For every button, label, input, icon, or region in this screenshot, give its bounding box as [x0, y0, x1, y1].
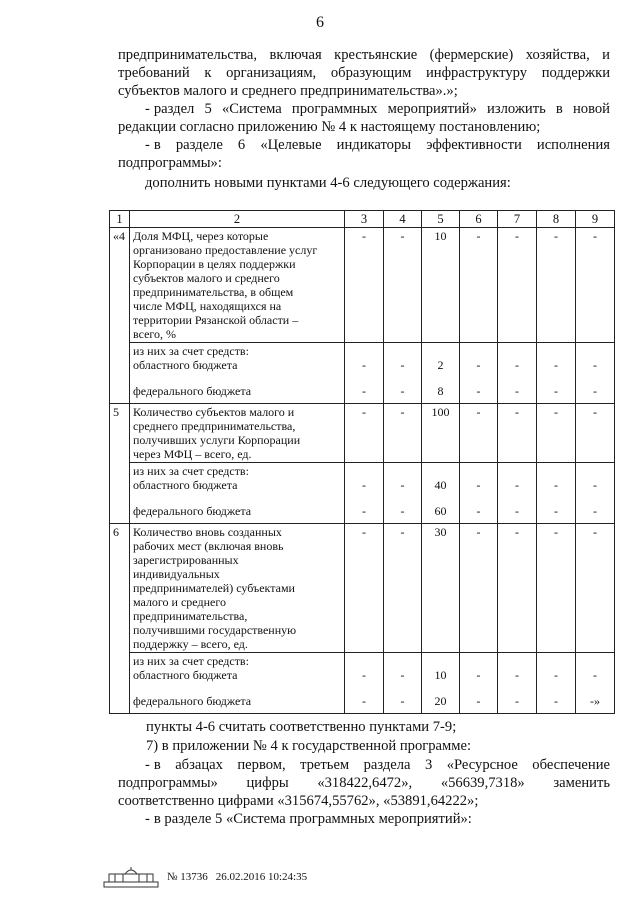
funding-values — [460, 653, 498, 714]
indicator-description — [130, 524, 345, 653]
funding-values — [537, 653, 576, 714]
indicator-value: - — [537, 228, 576, 343]
item-section6-line-1 — [145, 137, 610, 154]
table-row — [110, 524, 615, 653]
indicator-value: - — [576, 404, 615, 463]
federal-budget-value: - — [400, 384, 405, 398]
intro-line-3: субъектов малого и среднего предпринимательства».»; — [118, 83, 458, 99]
item-section6-line-2: подпрограммы»: — [118, 155, 222, 171]
indicator-description-line: получивших услуги Корпорации — [133, 433, 301, 447]
regional-budget-value: - — [554, 668, 558, 682]
funding-sources — [130, 653, 345, 714]
table-header-cell: 9 — [576, 211, 615, 228]
federal-budget-value: - — [476, 504, 481, 518]
regional-budget-value: - — [554, 358, 558, 372]
indicator-description-line: Количество субъектов малого и — [133, 405, 295, 419]
regional-budget-label: областного бюджета — [133, 358, 238, 372]
table-header-cell: 7 — [498, 211, 537, 228]
row-number: «4 — [110, 228, 130, 404]
federal-budget-label: федерального бюджета — [133, 384, 252, 398]
indicator-description-line: Доля МФЦ, через которые — [133, 229, 269, 243]
indicator-description-line: предпринимательства, в общем — [133, 285, 294, 299]
indicator-value: - — [345, 404, 384, 463]
regional-budget-value: - — [400, 358, 405, 372]
table-header-cell: 1 — [110, 211, 130, 228]
federal-budget-value: 60 — [434, 504, 447, 518]
funding-sources — [130, 343, 345, 404]
regional-budget-value: - — [362, 478, 366, 492]
funding-values — [537, 343, 576, 404]
funding-values — [576, 653, 615, 714]
funding-values — [345, 343, 384, 404]
indicator-value: - — [384, 404, 422, 463]
indicator-value: - — [345, 228, 384, 343]
indicator-value: - — [384, 228, 422, 343]
table-header-cell: 8 — [537, 211, 576, 228]
regional-budget-value: - — [593, 668, 597, 682]
funding-sub-head: из них за счет средств: — [133, 344, 249, 358]
federal-budget-value: - — [362, 384, 366, 398]
federal-budget-value: - — [554, 694, 558, 708]
abzac-line-3: соответственно цифрами «315674,55762», «53891,64222»; — [118, 793, 479, 809]
table-row — [110, 228, 615, 343]
indicator-value: - — [498, 524, 537, 653]
indicator-value: 10 — [422, 228, 460, 343]
table-header-cell: 5 — [422, 211, 460, 228]
regional-budget-value: 40 — [434, 478, 447, 492]
spacer — [348, 344, 380, 358]
indicators-table — [109, 210, 615, 714]
funding-values — [537, 463, 576, 524]
regional-budget-label: областного бюджета — [133, 478, 238, 492]
indicator-value: - — [384, 524, 422, 653]
indicator-value: - — [460, 524, 498, 653]
spacer — [425, 344, 456, 358]
abzac-line-1 — [145, 757, 610, 774]
indicator-description-line: поддержку – всего, ед. — [133, 637, 248, 651]
funding-sub-head: из них за счет средств: — [133, 464, 249, 478]
section5-last-text: в разделе 5 «Система программных мероприятий»: — [153, 811, 472, 827]
row-number: 6 — [110, 524, 130, 714]
federal-budget-value: - — [476, 384, 481, 398]
federal-budget-value: 20 — [434, 694, 447, 708]
timestamp: 26.02.2016 10:24:35 — [215, 871, 308, 883]
regional-budget-label: областного бюджета — [133, 668, 238, 682]
indicator-value: - — [460, 228, 498, 343]
federal-budget-value: - — [593, 504, 597, 518]
federal-budget-value: -» — [590, 694, 600, 708]
indicator-description-line: организовано предоставление услуг — [133, 243, 318, 257]
spacer — [463, 344, 494, 358]
spacer — [540, 344, 572, 358]
list-dash: - — [145, 137, 150, 153]
federal-budget-label: федерального бюджета — [133, 504, 252, 518]
funding-values — [498, 343, 537, 404]
table-subrow — [110, 343, 615, 404]
row-number: 5 — [110, 404, 130, 524]
funding-values — [576, 343, 615, 404]
indicator-description — [130, 404, 345, 463]
regional-budget-value: - — [400, 478, 405, 492]
funding-values — [498, 463, 537, 524]
table-row — [110, 404, 615, 463]
indicator-description-line: территории Рязанской области – — [133, 313, 299, 327]
doc-ref: № 13736 — [167, 871, 208, 883]
section5-last-line — [145, 811, 610, 828]
spacer — [387, 654, 418, 668]
appendix4-line: 7) в приложении № 4 к государственной программе: — [146, 738, 472, 754]
regional-budget-value: - — [593, 478, 597, 492]
spacer — [425, 654, 456, 668]
table-header-cell: 2 — [130, 211, 345, 228]
funding-values — [422, 653, 460, 714]
funding-values — [460, 343, 498, 404]
funding-values — [345, 653, 384, 714]
list-dash: - — [145, 811, 150, 827]
regional-budget-value: 2 — [437, 358, 444, 372]
federal-budget-value: - — [515, 694, 519, 708]
table-subrow — [110, 653, 615, 714]
federal-budget-value: - — [362, 504, 366, 518]
intro-line-2: требований к организациям, образующим инфраструктуру поддержки — [118, 65, 610, 81]
page-number: 6 — [316, 14, 324, 31]
list-dash: - — [145, 757, 150, 773]
federal-budget-value: - — [593, 384, 597, 398]
table-header-cell: 4 — [384, 211, 422, 228]
indicator-description-line: малого и среднего — [133, 595, 226, 609]
item-section5-text: раздел 5 «Система программных мероприятий» изложить в новой — [153, 101, 610, 117]
federal-budget-value: 8 — [437, 384, 444, 398]
spacer — [540, 654, 572, 668]
table-header-row — [110, 211, 615, 228]
indicator-value: - — [460, 404, 498, 463]
indicator-description-line: всего, % — [133, 327, 177, 341]
spacer — [579, 344, 611, 358]
regional-budget-value: - — [554, 478, 558, 492]
spacer — [501, 344, 533, 358]
table-header-cell: 6 — [460, 211, 498, 228]
funding-values — [498, 653, 537, 714]
regional-budget-value: - — [476, 668, 481, 682]
spacer — [463, 654, 494, 668]
indicator-value: - — [576, 524, 615, 653]
regional-budget-value: - — [515, 358, 519, 372]
indicator-description-line: индивидуальных — [133, 567, 220, 581]
spacer — [540, 464, 572, 478]
indicator-value: - — [498, 228, 537, 343]
indicator-description — [130, 228, 345, 343]
regional-budget-value: - — [515, 478, 519, 492]
funding-sub-head: из них за счет средств: — [133, 654, 249, 668]
indicator-description-line: Количество вновь созданных — [133, 525, 282, 539]
regional-budget-value: - — [362, 668, 366, 682]
government-building-logo — [103, 866, 159, 888]
spacer — [348, 654, 380, 668]
renumber-line: пункты 4-6 считать соответственно пунктами 7-9; — [146, 719, 457, 735]
indicator-value: 30 — [422, 524, 460, 653]
spacer — [501, 464, 533, 478]
spacer — [579, 464, 611, 478]
table-header-cell: 3 — [345, 211, 384, 228]
document-footer — [103, 866, 307, 888]
spacer — [387, 464, 418, 478]
indicator-value: - — [345, 524, 384, 653]
indicator-description-line: числе МФЦ, находящихся на — [133, 299, 282, 313]
indicator-value: 100 — [422, 404, 460, 463]
indicator-value: - — [537, 404, 576, 463]
add-points-text: дополнить новыми пунктами 4-6 следующего содержания: — [145, 175, 511, 191]
funding-values — [576, 463, 615, 524]
indicator-description-line: получившими государственную — [133, 623, 297, 637]
spacer — [425, 464, 456, 478]
federal-budget-value: - — [554, 384, 558, 398]
indicator-description-line: зарегистрированных — [133, 553, 239, 567]
regional-budget-value: - — [400, 668, 405, 682]
federal-budget-label: федерального бюджета — [133, 694, 252, 708]
indicator-description-line: предпринимателей) субъектами — [133, 581, 295, 595]
indicator-value: - — [498, 404, 537, 463]
regional-budget-value: - — [362, 358, 366, 372]
indicator-description-line: среднего предпринимательства, — [133, 419, 296, 433]
federal-budget-value: - — [515, 504, 519, 518]
abzac-line-2: подпрограммы» цифры «318422,6472», «56639,7318» заменить — [118, 775, 610, 791]
item-section6-text: в разделе 6 «Целевые индикаторы эффективности исполнения — [153, 137, 610, 153]
funding-sources — [130, 463, 345, 524]
regional-budget-value: 10 — [434, 668, 447, 682]
regional-budget-value: - — [476, 478, 481, 492]
indicator-description-line: субъектов малого и среднего — [133, 271, 280, 285]
regional-budget-value: - — [593, 358, 597, 372]
indicator-value: - — [537, 524, 576, 653]
spacer — [387, 344, 418, 358]
spacer — [579, 654, 611, 668]
indicator-value: - — [576, 228, 615, 343]
federal-budget-value: - — [476, 694, 481, 708]
indicator-description-line: рабочих мест (включая вновь — [133, 539, 284, 553]
indicator-description-line: предпринимательства, — [133, 609, 248, 623]
table-subrow — [110, 463, 615, 524]
funding-values — [384, 463, 422, 524]
spacer — [501, 654, 533, 668]
regional-budget-value: - — [476, 358, 481, 372]
list-dash: - — [145, 101, 150, 117]
federal-budget-value: - — [362, 694, 366, 708]
federal-budget-value: - — [400, 504, 405, 518]
federal-budget-value: - — [515, 384, 519, 398]
funding-values — [422, 343, 460, 404]
item-section5-line-2: редакции согласно приложению № 4 к настоящему постановлению; — [118, 119, 541, 135]
item-section5-line-1 — [145, 101, 610, 118]
regional-budget-value: - — [515, 668, 519, 682]
abzac-text: в абзацах первом, третьем раздела 3 «Ресурсное обеспечение — [153, 757, 610, 773]
funding-values — [384, 343, 422, 404]
funding-values — [460, 463, 498, 524]
funding-values — [384, 653, 422, 714]
renumber-text — [118, 719, 610, 736]
funding-values — [345, 463, 384, 524]
indicator-description-line: через МФЦ – всего, ед. — [133, 447, 252, 461]
indicator-description-line: Корпорации в целях поддержки — [133, 257, 296, 271]
federal-budget-value: - — [554, 504, 558, 518]
appendix4-text — [118, 738, 610, 755]
spacer — [348, 464, 380, 478]
intro-line-1: предпринимательства, включая крестьянские (фермерские) хозяйства, и — [118, 47, 610, 63]
federal-budget-value: - — [400, 694, 405, 708]
spacer — [463, 464, 494, 478]
funding-values — [422, 463, 460, 524]
